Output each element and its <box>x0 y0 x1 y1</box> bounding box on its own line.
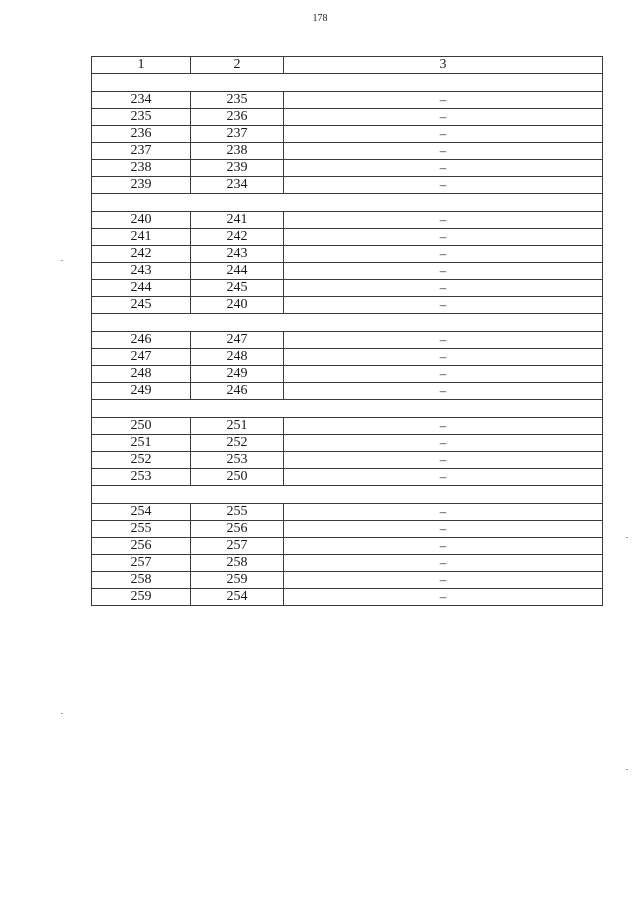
table-cell-col-2: 236 <box>191 109 284 126</box>
table-group-divider-row <box>92 74 603 92</box>
table-cell-col-1: 244 <box>92 280 191 297</box>
table-row <box>92 538 603 555</box>
table-cell-col-3: – <box>284 280 603 297</box>
table-cell-col-3: – <box>284 332 603 349</box>
table-row <box>92 246 603 263</box>
table-row <box>92 589 603 606</box>
table-row <box>92 92 603 109</box>
table-cell-col-2: 240 <box>191 297 284 314</box>
table-cell-col-2: 239 <box>191 160 284 177</box>
table-cell-col-3: – <box>284 349 603 366</box>
column-header-1: 1 <box>92 57 191 74</box>
table-row <box>92 418 603 435</box>
scan-speck <box>626 769 628 770</box>
table-cell-col-3: – <box>284 383 603 400</box>
table-header-row <box>92 57 603 74</box>
table-cell-col-3: – <box>284 246 603 263</box>
table-cell-col-1: 253 <box>92 469 191 486</box>
table-cell-col-2: 247 <box>191 332 284 349</box>
table-cell-col-1: 247 <box>92 349 191 366</box>
table-cell-col-2: 235 <box>191 92 284 109</box>
table-row <box>92 109 603 126</box>
table-row <box>92 435 603 452</box>
group-divider-cell <box>92 194 603 212</box>
table-row <box>92 366 603 383</box>
table-cell-col-1: 258 <box>92 572 191 589</box>
table-cell-col-3: – <box>284 263 603 280</box>
table-cell-col-2: 250 <box>191 469 284 486</box>
table-group-divider-row <box>92 314 603 332</box>
table-cell-col-3: – <box>284 589 603 606</box>
table-cell-col-3: – <box>284 143 603 160</box>
table-cell-col-1: 240 <box>92 212 191 229</box>
table-cell-col-3: – <box>284 452 603 469</box>
table-cell-col-2: 243 <box>191 246 284 263</box>
table-cell-col-3: – <box>284 366 603 383</box>
table-cell-col-1: 234 <box>92 92 191 109</box>
table-cell-col-1: 241 <box>92 229 191 246</box>
table-cell-col-3: – <box>284 538 603 555</box>
table-cell-col-2: 237 <box>191 126 284 143</box>
table-cell-col-1: 256 <box>92 538 191 555</box>
table-cell-col-2: 246 <box>191 383 284 400</box>
table-cell-col-1: 254 <box>92 504 191 521</box>
table-row <box>92 349 603 366</box>
table-cell-col-2: 238 <box>191 143 284 160</box>
table-cell-col-3: – <box>284 469 603 486</box>
table-cell-col-3: – <box>284 126 603 143</box>
table-row <box>92 572 603 589</box>
table-cell-col-2: 256 <box>191 521 284 538</box>
table-cell-col-1: 249 <box>92 383 191 400</box>
table-cell-col-3: – <box>284 177 603 194</box>
scan-speck <box>61 260 63 261</box>
table-cell-col-1: 235 <box>92 109 191 126</box>
table-cell-col-3: – <box>284 229 603 246</box>
table-row <box>92 504 603 521</box>
table-row <box>92 521 603 538</box>
table-row <box>92 263 603 280</box>
table-cell-col-2: 245 <box>191 280 284 297</box>
group-divider-cell <box>92 74 603 92</box>
table-body <box>92 74 603 606</box>
table-row <box>92 332 603 349</box>
table-row <box>92 229 603 246</box>
scan-speck <box>61 713 63 714</box>
table-row <box>92 297 603 314</box>
table-cell-col-1: 252 <box>92 452 191 469</box>
table-cell-col-3: – <box>284 212 603 229</box>
table-cell-col-2: 258 <box>191 555 284 572</box>
table-cell-col-3: – <box>284 555 603 572</box>
column-header-3: 3 <box>284 57 603 74</box>
table-cell-col-2: 253 <box>191 452 284 469</box>
document-table-container <box>91 56 602 606</box>
table-cell-col-3: – <box>284 418 603 435</box>
table-cell-col-1: 248 <box>92 366 191 383</box>
table-cell-col-1: 246 <box>92 332 191 349</box>
table-row <box>92 126 603 143</box>
table-cell-col-1: 243 <box>92 263 191 280</box>
table-group-divider-row <box>92 400 603 418</box>
table-row <box>92 160 603 177</box>
table-cell-col-3: – <box>284 521 603 538</box>
table-cell-col-3: – <box>284 435 603 452</box>
table-cell-col-2: 259 <box>191 572 284 589</box>
table-cell-col-1: 238 <box>92 160 191 177</box>
table-row <box>92 555 603 572</box>
table-cell-col-3: – <box>284 504 603 521</box>
table-row <box>92 177 603 194</box>
group-divider-cell <box>92 486 603 504</box>
table-cell-col-1: 237 <box>92 143 191 160</box>
table-cell-col-2: 241 <box>191 212 284 229</box>
table-row <box>92 143 603 160</box>
table-cell-col-1: 259 <box>92 589 191 606</box>
table-cell-col-1: 236 <box>92 126 191 143</box>
table-row <box>92 383 603 400</box>
table-cell-col-2: 251 <box>191 418 284 435</box>
group-divider-cell <box>92 314 603 332</box>
table-cell-col-1: 250 <box>92 418 191 435</box>
table-cell-col-2: 249 <box>191 366 284 383</box>
table-cell-col-3: – <box>284 160 603 177</box>
table-row <box>92 452 603 469</box>
table-cell-col-1: 255 <box>92 521 191 538</box>
scan-speck <box>626 537 628 538</box>
page-number: 178 <box>312 13 328 24</box>
table-cell-col-1: 257 <box>92 555 191 572</box>
table-cell-col-1: 242 <box>92 246 191 263</box>
table-group-divider-row <box>92 486 603 504</box>
table-group-divider-row <box>92 194 603 212</box>
table-cell-col-2: 244 <box>191 263 284 280</box>
table-cell-col-2: 254 <box>191 589 284 606</box>
table-cell-col-3: – <box>284 297 603 314</box>
table-cell-col-2: 257 <box>191 538 284 555</box>
table-cell-col-3: – <box>284 92 603 109</box>
table-cell-col-1: 245 <box>92 297 191 314</box>
table-row <box>92 469 603 486</box>
table-cell-col-2: 255 <box>191 504 284 521</box>
table-cell-col-2: 252 <box>191 435 284 452</box>
table-cell-col-2: 242 <box>191 229 284 246</box>
table-cell-col-1: 251 <box>92 435 191 452</box>
table-row <box>92 280 603 297</box>
table-cell-col-2: 234 <box>191 177 284 194</box>
group-divider-cell <box>92 400 603 418</box>
column-header-2: 2 <box>191 57 284 74</box>
table-row <box>92 212 603 229</box>
table-cell-col-3: – <box>284 572 603 589</box>
document-table <box>91 56 603 606</box>
table-cell-col-3: – <box>284 109 603 126</box>
table-cell-col-2: 248 <box>191 349 284 366</box>
table-cell-col-1: 239 <box>92 177 191 194</box>
